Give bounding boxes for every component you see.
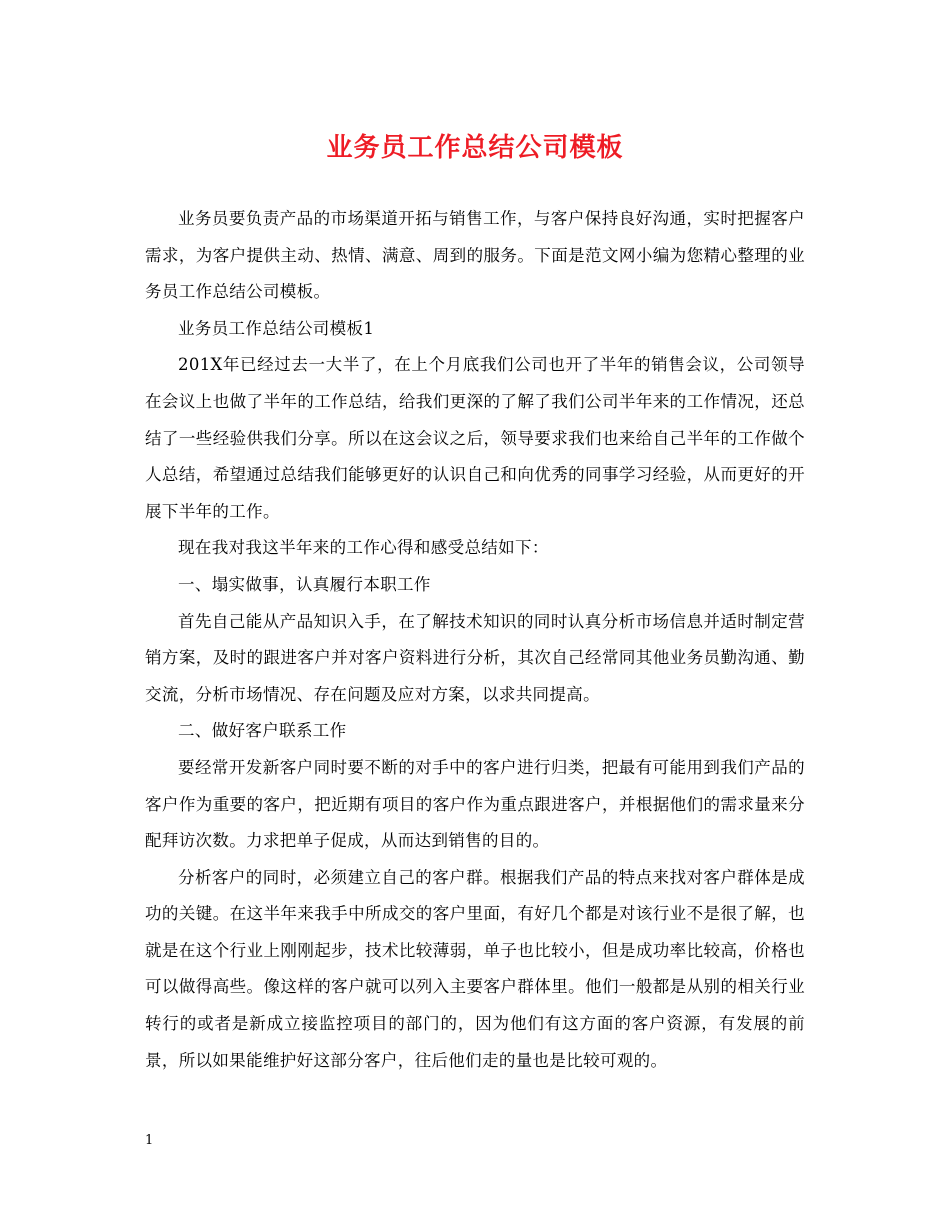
template-heading: 业务员工作总结公司模板1 (178, 318, 375, 338)
body-paragraph: 首先自己能从产品知识入手，在了解技术知识的同时认真分析市场信息并适时制定营销方案，及时的跟进客户并对客户资料进行分析，其次自己经常同其他业务员勤沟通、勤交流，分析市场情况、存在问题及应对方案，以求共同提高。 (145, 611, 805, 704)
body-paragraph: 201X年已经过去一大半了，在上个月底我们公司也开了半年的销售会议，公司领导在会议上也做了半年的工作总结，给我们更深的了解了我们公司半年来的工作情况，还总结了一些经验供我们分享。所以在这会议之后，领导要求我们也来给自己半年的工作做个人总结，希望通过总结我们能够更好的认识自己和向优秀的同事学习经验，从而更好的开展下半年的工作。 (145, 355, 805, 521)
section-heading: 二、做好客户联系工作 (178, 721, 347, 741)
body-paragraph: 现在我对我这半年来的工作心得和感受总结如下： (178, 538, 549, 558)
section-heading: 一、塌实做事，认真履行本职工作 (178, 574, 431, 594)
document-body (145, 201, 805, 1079)
body-paragraph: 分析客户的同时，必须建立自己的客户群。根据我们产品的特点来找对客户群体是成功的关键。在这半年来我手中所成交的客户里面，有好几个都是对该行业不是很了解，也就是在这个行业上刚刚起步，技术比较薄弱，单子也比较小，但是成功率比较高，价格也可以做得高些。像这样的客户就可以列入主要客户群体里。他们一般都是从别的相关行业转行的或者是新成立接监控项目的部门的，因为他们有这方面的客户资源，有发展的前景，所以如果能维护好这部分客户，往后他们走的量也是比较可观的。 (145, 867, 805, 1070)
document-title: 业务员工作总结公司模板 (326, 133, 624, 163)
page-number: 1 (145, 1133, 154, 1148)
body-paragraph: 要经常开发新客户同时要不断的对手中的客户进行归类，把最有可能用到我们产品的客户作为重要的客户，把近期有项目的客户作为重点跟进客户，并根据他们的需求量来分配拜访次数。力求把单子促成，从而达到销售的目的。 (145, 757, 805, 851)
intro-paragraph: 业务员要负责产品的市场渠道开拓与销售工作，与客户保持良好沟通，实时把握客户需求，为客户提供主动、热情、满意、周到的服务。下面是范文网小编为您精心整理的业务员工作总结公司模板。 (145, 209, 805, 302)
